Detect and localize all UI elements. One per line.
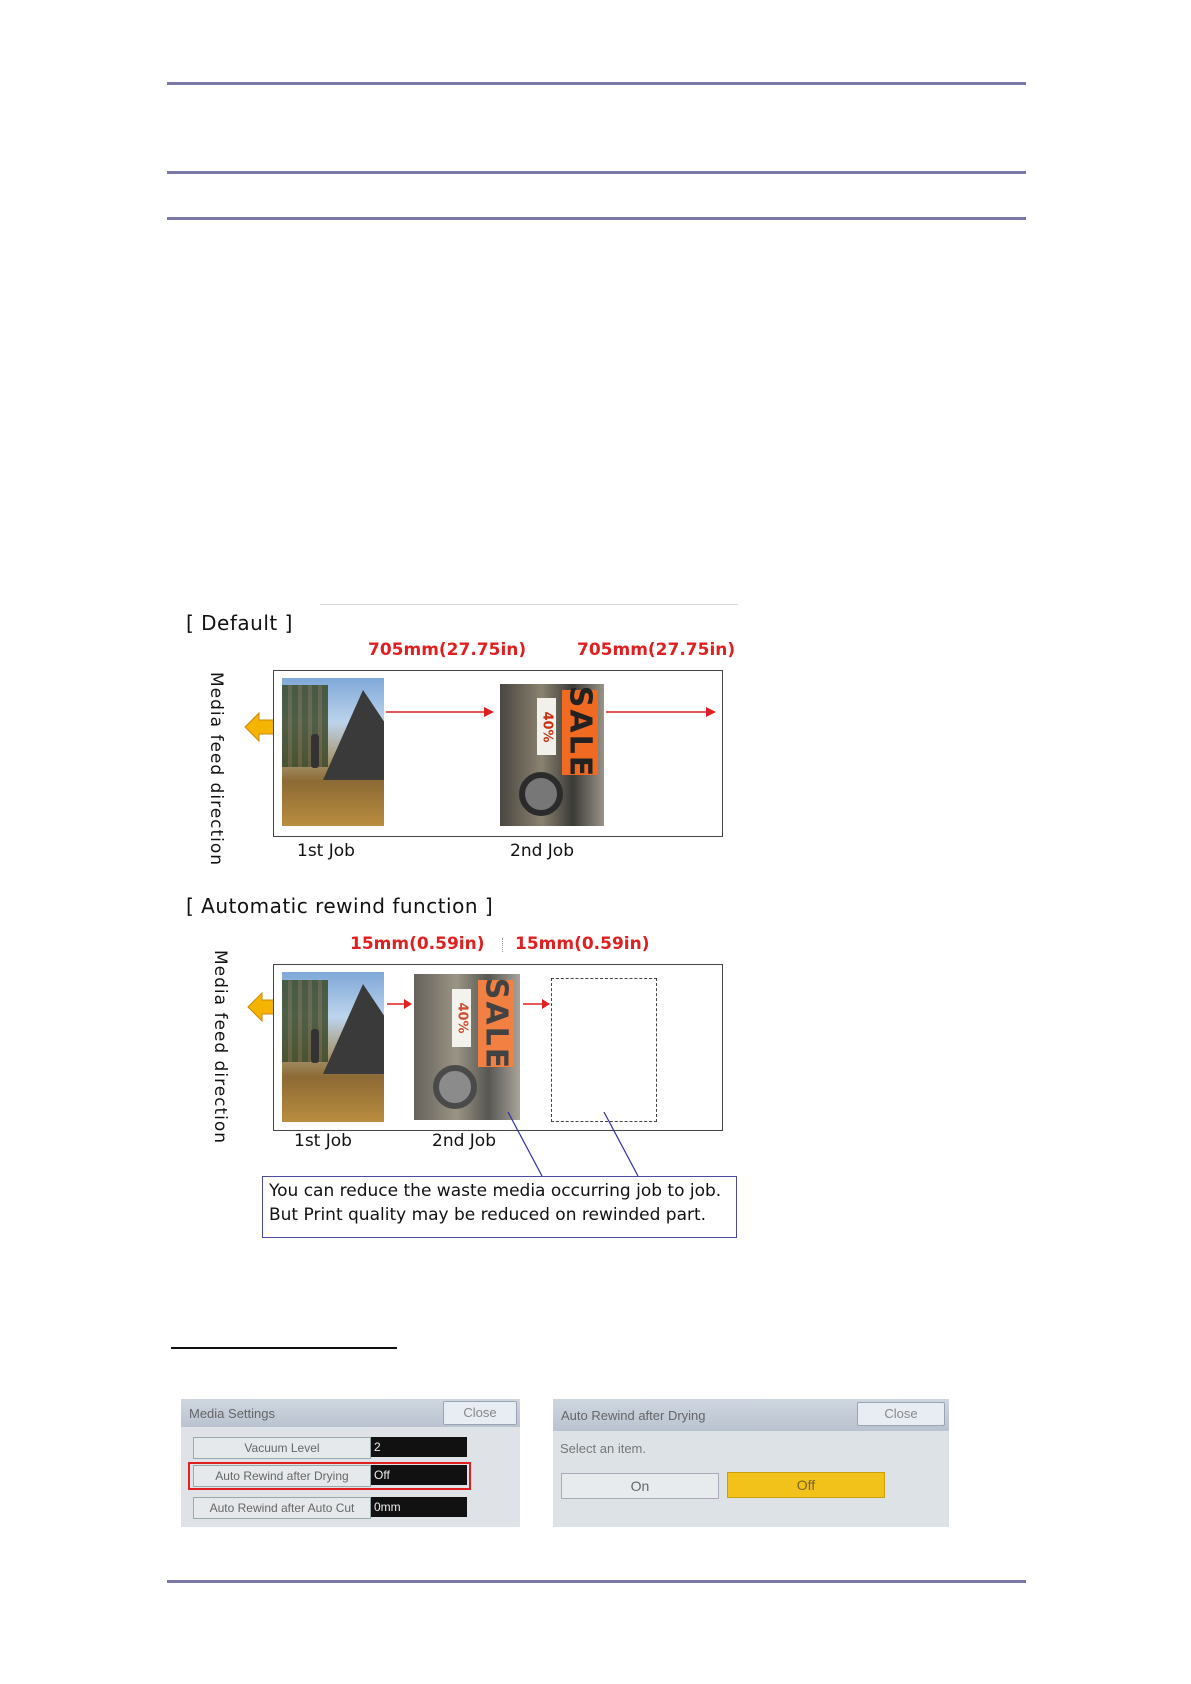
default-discount-text: 40%	[539, 711, 555, 743]
rewind-dimension-divider	[502, 938, 504, 952]
media-settings-title: Media Settings	[189, 1406, 275, 1421]
default-job2-photo	[500, 684, 604, 826]
media-settings-header	[181, 1399, 520, 1427]
media-settings-screenshot	[181, 1399, 520, 1527]
header-rule-top	[167, 82, 1026, 85]
callout-leader-lines	[500, 1110, 650, 1180]
default-arrow-1	[384, 702, 494, 722]
rewind-job1-photo	[282, 972, 384, 1122]
header-rule-bottom	[167, 217, 1026, 220]
rewind-empty-job-placeholder	[551, 978, 657, 1122]
default-dimension-left: 705mm(27.75in)	[368, 640, 527, 660]
auto-rewind-drying-button[interactable]: Auto Rewind after Drying	[193, 1465, 371, 1487]
auto-rewind-on-button[interactable]: On	[561, 1473, 719, 1499]
rewind-dimension-right: 15mm(0.59in)	[515, 934, 650, 954]
auto-rewind-header	[553, 1399, 949, 1431]
default-arrow-2	[604, 702, 716, 722]
auto-rewind-autocut-button[interactable]: Auto Rewind after Auto Cut	[193, 1497, 371, 1519]
default-feed-arrow-icon	[243, 710, 277, 744]
auto-rewind-close-button[interactable]: Close	[857, 1402, 945, 1426]
auto-rewind-drying-value: Off	[371, 1465, 467, 1485]
rewind-arrow-2	[522, 996, 550, 1012]
auto-rewind-autocut-value: 0mm	[371, 1497, 467, 1517]
figure-top-line	[320, 604, 738, 605]
auto-rewind-screenshot	[553, 1399, 949, 1527]
vacuum-level-value: 2	[371, 1437, 467, 1457]
rewind-job2-label: 2nd Job	[432, 1131, 496, 1151]
section-underline	[171, 1347, 397, 1349]
auto-rewind-title: Auto Rewind after Drying	[561, 1408, 706, 1423]
auto-rewind-off-button[interactable]: Off	[727, 1472, 885, 1498]
default-job1-label: 1st Job	[297, 841, 355, 861]
vacuum-level-button[interactable]: Vacuum Level	[193, 1437, 371, 1459]
default-dimension-right: 705mm(27.75in)	[577, 640, 736, 660]
callout-line-2: But Print quality may be reduced on rewinded part.	[269, 1205, 707, 1225]
rewind-sale-text: SALE	[478, 977, 514, 1070]
default-heading: [ Default ]	[186, 611, 293, 635]
default-job2-label: 2nd Job	[510, 841, 574, 861]
rewind-heading: [ Automatic rewind function ]	[186, 894, 494, 918]
rewind-dimension-left: 15mm(0.59in)	[350, 934, 485, 954]
media-settings-close-button[interactable]: Close	[443, 1401, 517, 1425]
rewind-job2-photo	[414, 974, 520, 1120]
callout-line-1: You can reduce the waste media occurring job to job.	[269, 1181, 722, 1201]
rewind-discount-text: 40%	[454, 1002, 470, 1034]
default-sale-text: SALE	[562, 686, 598, 779]
rewind-feed-direction-label: Media feed direction	[210, 950, 230, 1145]
default-job1-photo	[282, 678, 384, 826]
footer-rule	[167, 1580, 1026, 1583]
header-rule-middle	[167, 171, 1026, 174]
rewind-callout	[262, 1176, 737, 1238]
auto-rewind-prompt: Select an item.	[560, 1441, 646, 1456]
rewind-arrow-1	[386, 996, 412, 1012]
rewind-job1-label: 1st Job	[294, 1131, 352, 1151]
default-feed-direction-label: Media feed direction	[206, 672, 226, 867]
